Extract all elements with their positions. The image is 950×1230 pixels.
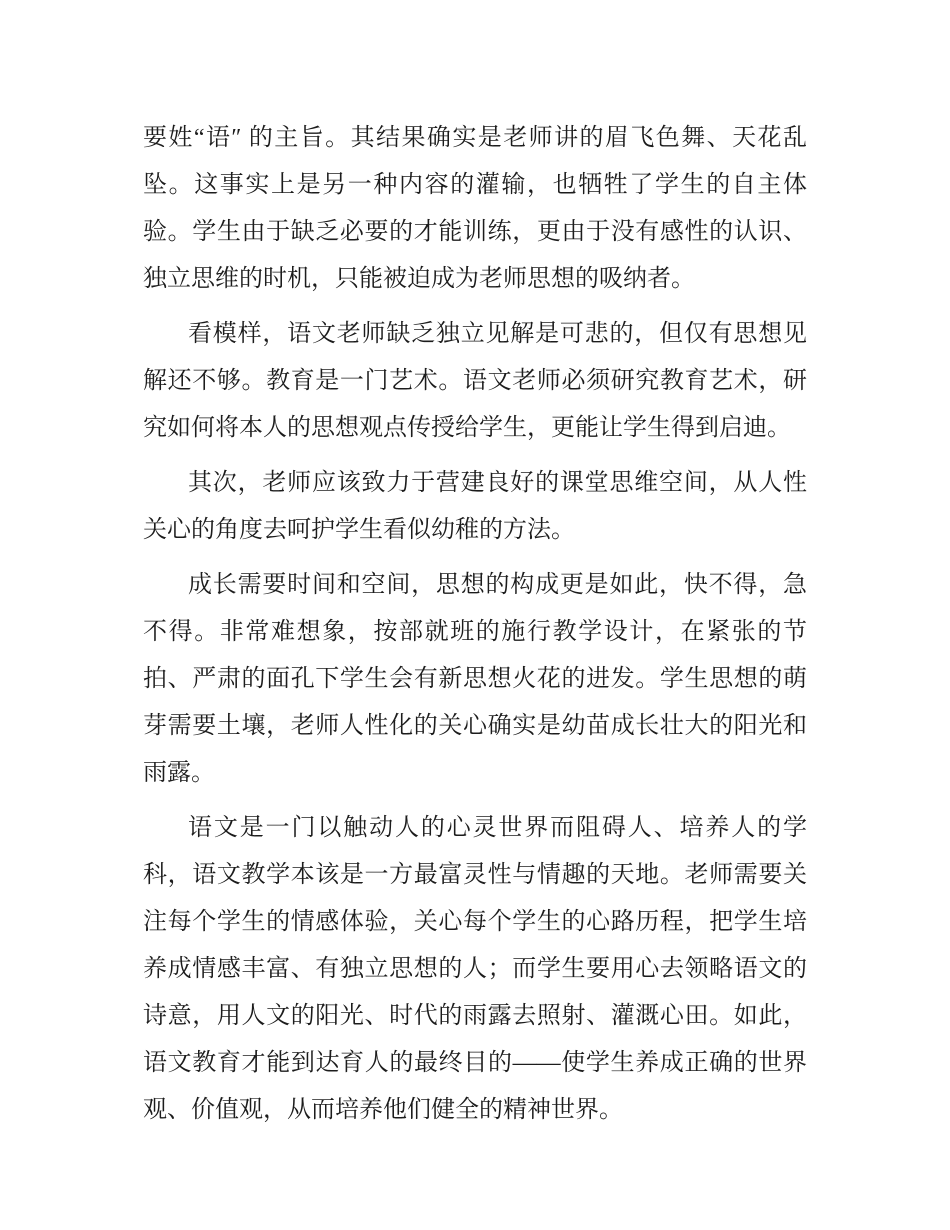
paragraph: 成长需要时间和空间，思想的构成更是如此，快不得，急不得。非常难想象，按部就班的施行教学设计，在紧张的节拍、严肃的面孔下学生会有新思想火花的进发。学生思想的萌芽需要土壤，老师人性化的关心确实是幼苗成长壮大的阳光和雨露。 (143, 572, 807, 786)
paragraph: 其次，老师应该致力于营建良好的课堂思维空间，从人性关心的角度去呵护学生看似幼稚的方法。 (143, 470, 807, 543)
paragraph: 要姓“语″ 的主旨。其结果确实是老师讲的眉飞色舞、天花乱坠。这事实上是另一种内容的灌输，也牺牲了学生的自主体验。学生由于缺乏必要的才能训练，更由于没有感性的认识、独立思维的时机，只能被迫成为老师思想的吸纳者。 (143, 125, 807, 292)
paragraph: 看模样，语文老师缺乏独立见解是可悲的，但仅有思想见解还不够。教育是一门艺术。语文老师必须研究教育艺术，研究如何将本人的思想观点传授给学生，更能让学生得到启迪。 (143, 321, 807, 441)
paragraph: 语文是一门以触动人的心灵世界而阻碍人、培养人的学科，语文教学本该是一方最富灵性与情趣的天地。老师需要关注每个学生的情感体验，关心每个学生的心路历程，把学生培养成情感丰富、有独立思想的人；而学生要用心去领略语文的诗意，用人文的阳光、时代的雨露去照射、灌溉心田。如此，语文教育才能到达育人的最终目的——使学生养成正确的世界观、价值观，从而培养他们健全的精神世界。 (143, 815, 807, 1123)
